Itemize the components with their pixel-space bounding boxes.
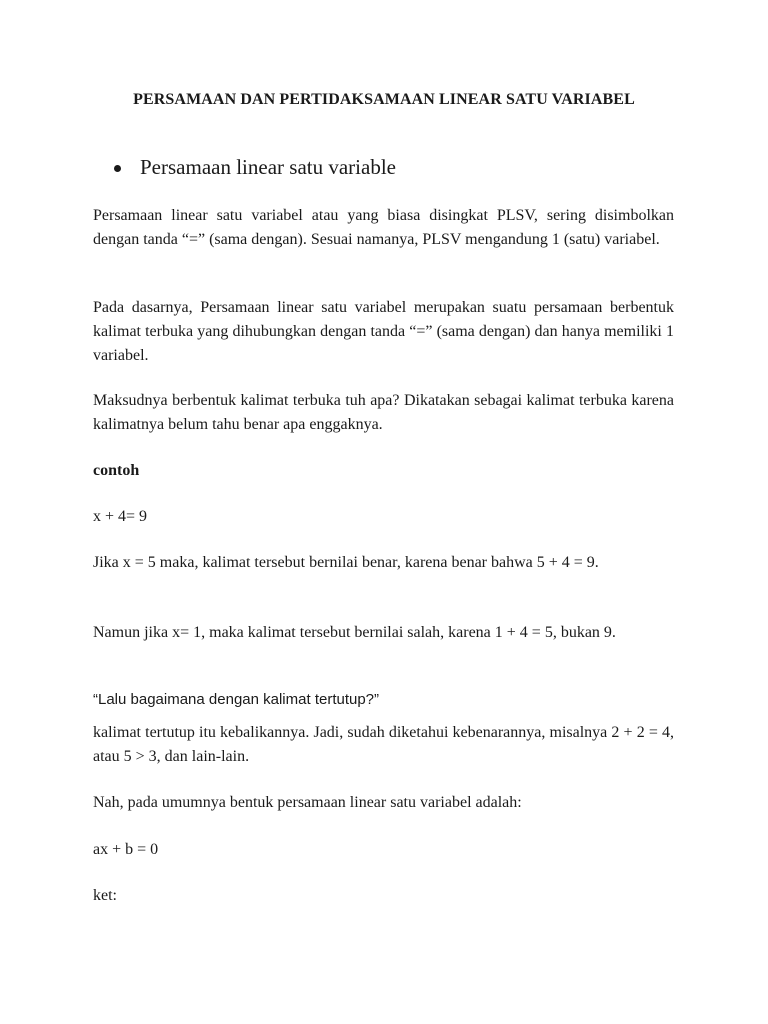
document-title: PERSAMAAN DAN PERTIDAKSAMAAN LINEAR SATU VARIABEL — [133, 91, 635, 108]
paragraph-example-true: Jika x = 5 maka, kalimat tersebut bernilai benar, karena benar bahwa 5 + 4 = 9. — [93, 554, 599, 571]
paragraph-closed-sentence: kalimat tertutup itu kebalikannya. Jadi, sudah diketahui kebenarannya, misalnya 2 + 2 = 4, atau 5 > 3, dan lain-lain. — [93, 724, 674, 765]
section-heading-text: Persamaan linear satu variable — [140, 155, 396, 179]
paragraph-plsv-definition: Persamaan linear satu variabel atau yang biasa disingkat PLSV, sering disimbolkan dengan tanda “=” (sama dengan). Sesuai namanya, PLSV mengandung 1 (satu) variabel. — [93, 207, 674, 248]
paragraph-open-sentence: Maksudnya berbentuk kalimat terbuka tuh apa? Dikatakan sebagai kalimat terbuka karena kalimatnya belum tahu benar apa enggaknya. — [93, 392, 674, 433]
example-equation: x + 4= 9 — [93, 508, 148, 525]
paragraph-general-form-intro: Nah, pada umumnya bentuk persamaan linear satu variabel adalah: — [93, 794, 522, 811]
bullet-icon — [114, 165, 121, 172]
closed-sentence-question: “Lalu bagaimana dengan kalimat tertutup?” — [93, 691, 380, 708]
general-form-equation: ax + b = 0 — [93, 841, 159, 858]
section-heading — [114, 154, 396, 180]
contoh-label: contoh — [93, 462, 140, 479]
paragraph-example-false: Namun jika x= 1, maka kalimat tersebut bernilai salah, karena 1 + 4 = 5, bukan 9. — [93, 624, 616, 641]
ket-label: ket: — [93, 887, 117, 904]
paragraph-plsv-basics: Pada dasarnya, Persamaan linear satu variabel merupakan suatu persamaan berbentuk kalimat terbuka yang dihubungkan dengan tanda “=” (sama dengan) dan hanya memiliki 1 variabel. — [93, 299, 674, 364]
